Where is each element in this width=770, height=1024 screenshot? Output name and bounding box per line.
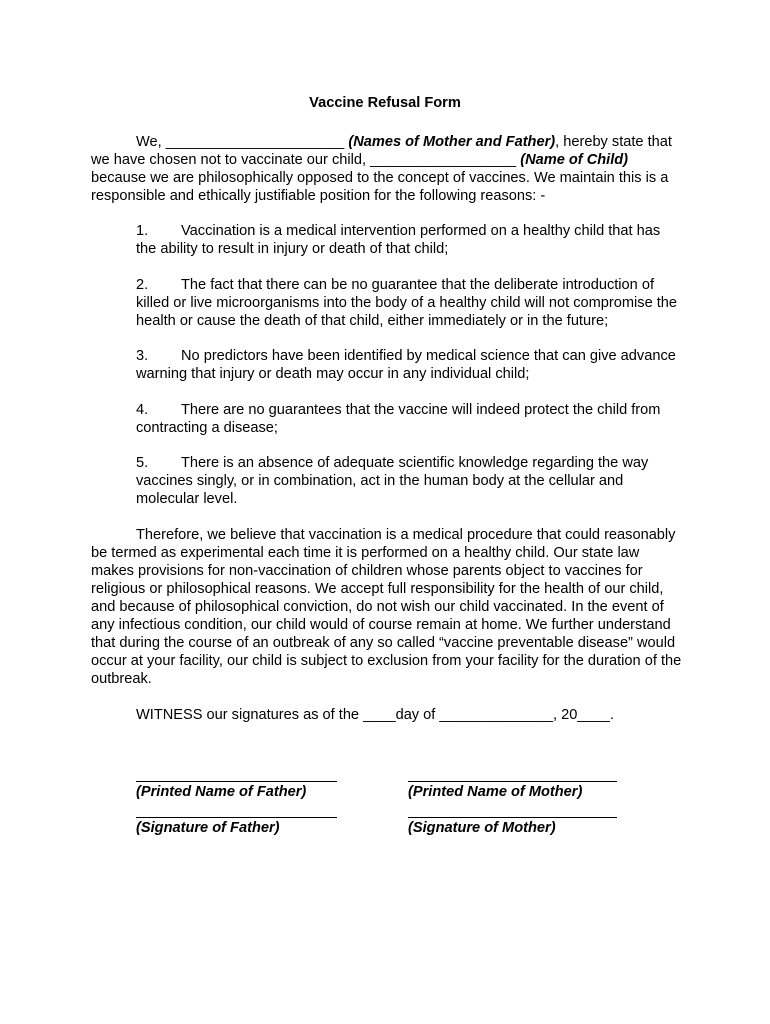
signature-mother-label: (Signature of Mother) (408, 820, 556, 836)
therefore-paragraph: Therefore, we believe that vaccination is a medical procedure that could reasonably be termed as experimental each time it is performed on a healthy child. Our state law makes provisions for non-vaccination of children whose parents object to vaccines for religious or philosophical reasons. We accept full responsibility for the health of our child, and because of philosophical conviction, do not wish our child vaccinated. In the event of any infectious condition, our child would of course remain at home. We further understand that during the course of an outbreak of any so called “vaccine preventable disease” would occur at your facility, our child is subject to exclusion from your facility for the duration of the outbreak. (91, 527, 682, 687)
reason-text: There is an absence of adequate scientific knowledge regarding the way vaccines singly, or in combination, act in the human body at the cellular and molecular level. (136, 455, 649, 507)
reason-number: 4. (136, 402, 149, 418)
intro-paragraph (91, 133, 683, 205)
reason-number: 5. (136, 455, 149, 471)
reason-text: There are no guarantees that the vaccine will indeed protect the child from contracting a disease; (136, 402, 661, 436)
reason-item (136, 401, 684, 437)
name-child-label: (Name of Child) (520, 152, 629, 168)
printed-father-label: (Printed Name of Father) (136, 784, 307, 800)
reason-number: 2. (136, 277, 149, 293)
intro-hereby: , hereby state that we have chosen not to vaccinate our child, __________________ (91, 134, 672, 168)
reason-text: The fact that there can be no guarantee that the deliberate introduction of killed or live microorganisms into the body of a healthy child will not compromise the health or cause the death of that child, either immediately or in the future; (136, 277, 678, 329)
witness-line: WITNESS our signatures as of the ____day of ______________, 20____. (136, 707, 614, 723)
reason-item (136, 454, 684, 508)
reason-number: 1. (136, 223, 149, 239)
printed-father-line[interactable] (136, 781, 337, 782)
reason-item (136, 347, 684, 383)
reason-number: 3. (136, 348, 149, 364)
printed-mother-line[interactable] (408, 781, 617, 782)
signature-father-label: (Signature of Father) (136, 820, 280, 836)
intro-we: We, ______________________ (136, 134, 349, 150)
signature-father-line[interactable] (136, 817, 337, 818)
intro-rest: because we are philosophically opposed to the concept of vaccines. We maintain this is a responsible and ethically justifiable position for the following reasons: - (91, 170, 669, 204)
reason-text: Vaccination is a medical intervention performed on a healthy child that has the ability to result in injury or death of that child; (136, 223, 661, 257)
names-parents-label: (Names of Mother and Father) (348, 134, 556, 150)
signature-mother-line[interactable] (408, 817, 617, 818)
printed-mother-label: (Printed Name of Mother) (408, 784, 583, 800)
reason-item (136, 222, 684, 258)
reason-item (136, 276, 684, 330)
reason-text: No predictors have been identified by medical science that can give advance warning that injury or death may occur in any individual child; (136, 348, 676, 382)
page-title: Vaccine Refusal Form (309, 95, 461, 111)
